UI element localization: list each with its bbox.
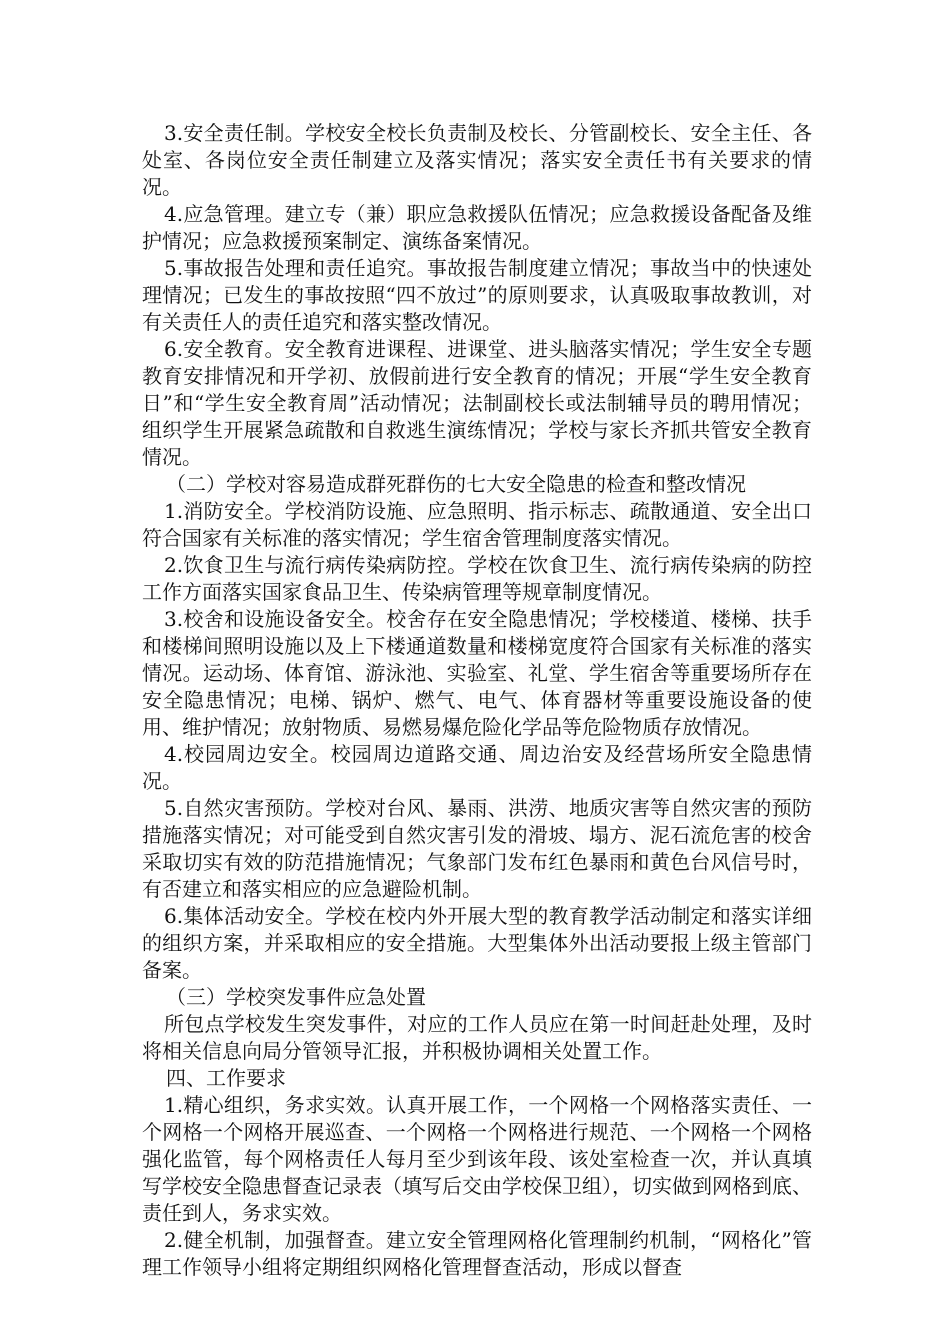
paragraph-accident-reporting: 5.事故报告处理和责任追究。事故报告制度建立情况；事故当中的快速处理情况；已发生的事故按照“四不放过”的原则要求，认真吸取事故教训，对有关责任人的责任追究和落实整改情况。 <box>142 256 812 334</box>
paragraph-building-safety: 3.校舍和设施设备安全。校舍存在安全隐患情况；学校楼道、楼梯、扶手和楼梯间照明设施以及上下楼通道数量和楼梯宽度符合国家有关标准的落实情况。运动场、体育馆、游泳池、实验室、礼堂、学生宿舍等重要场所存在安全隐患情况；电梯、锅炉、燃气、电气、体育器材等重要设施设备的使用、维护情况；放射物质、易燃易爆危险化学品等危险物质存放情况。 <box>142 607 812 739</box>
paragraph-careful-organization: 1.精心组织，务求实效。认真开展工作，一个网格一个网格落实责任、一个网格一个网格开展巡查、一个网格一个网格进行规范、一个网格一个网格强化监管，每个网格责任人每月至少到该年段、该处室检查一次，并认真填写学校安全隐患督查记录表（填写后交由学校保卫组），切实做到网格到底、责任到人，务求实效。 <box>142 1093 812 1225</box>
paragraph-group-activities: 6.集体活动安全。学校在校内外开展大型的教育教学活动制定和落实详细的组织方案，并采取相应的安全措施。大型集体外出活动要报上级主管部门备案。 <box>142 904 812 982</box>
paragraph-campus-surroundings: 4.校园周边安全。校园周边道路交通、周边治安及经营场所安全隐患情况。 <box>142 742 812 793</box>
paragraph-safety-responsibility: 3.安全责任制。学校安全校长负责制及校长、分管副校长、安全主任、各处室、各岗位安全责任制建立及落实情况；落实安全责任书有关要求的情况。 <box>142 121 812 199</box>
section-heading-emergency-response: （三）学校突发事件应急处置 <box>166 985 426 1009</box>
paragraph-food-hygiene: 2.饮食卫生与流行病传染病防控。学校在饮食卫生、流行病传染病的防控工作方面落实国家食品卫生、传染病管理等规章制度情况。 <box>142 553 812 604</box>
paragraph-emergency-handling: 所包点学校发生突发事件，对应的工作人员应在第一时间赶赴处理，及时将相关信息向局分管领导汇报，并积极协调相关处置工作。 <box>142 1012 812 1063</box>
paragraph-natural-disasters: 5.自然灾害预防。学校对台风、暴雨、洪涝、地质灾害等自然灾害的预防措施落实情况；对可能受到自然灾害引发的滑坡、塌方、泥石流危害的校舍采取切实有效的防范措施情况；气象部门发布红色暴雨和黄色台风信号时，有否建立和落实相应的应急避险机制。 <box>142 796 812 901</box>
document-page <box>142 120 812 1281</box>
section-heading-work-requirements: 四、工作要求 <box>166 1066 286 1090</box>
section-heading-seven-hazards: （二）学校对容易造成群死群伤的七大安全隐患的检查和整改情况 <box>166 472 746 496</box>
paragraph-supervision-mechanism: 2.健全机制，加强督查。建立安全管理网格化管理制约机制，“网格化”管理工作领导小组将定期组织网格化管理督查活动，形成以督查 <box>142 1228 812 1279</box>
paragraph-fire-safety: 1.消防安全。学校消防设施、应急照明、指示标志、疏散通道、安全出口符合国家有关标准的落实情况；学生宿舍管理制度落实情况。 <box>142 499 812 550</box>
paragraph-safety-education: 6.安全教育。安全教育进课程、进课堂、进头脑落实情况；学生安全专题教育安排情况和开学初、放假前进行安全教育的情况；开展“学生安全教育日”和“学生安全教育周”活动情况；法制副校长或法制辅导员的聘用情况；组织学生开展紧急疏散和自救逃生演练情况；学校与家长齐抓共管安全教育情况。 <box>142 337 812 469</box>
paragraph-emergency-management: 4.应急管理。建立专（兼）职应急救援队伍情况；应急救援设备配备及维护情况；应急救援预案制定、演练备案情况。 <box>142 202 812 253</box>
